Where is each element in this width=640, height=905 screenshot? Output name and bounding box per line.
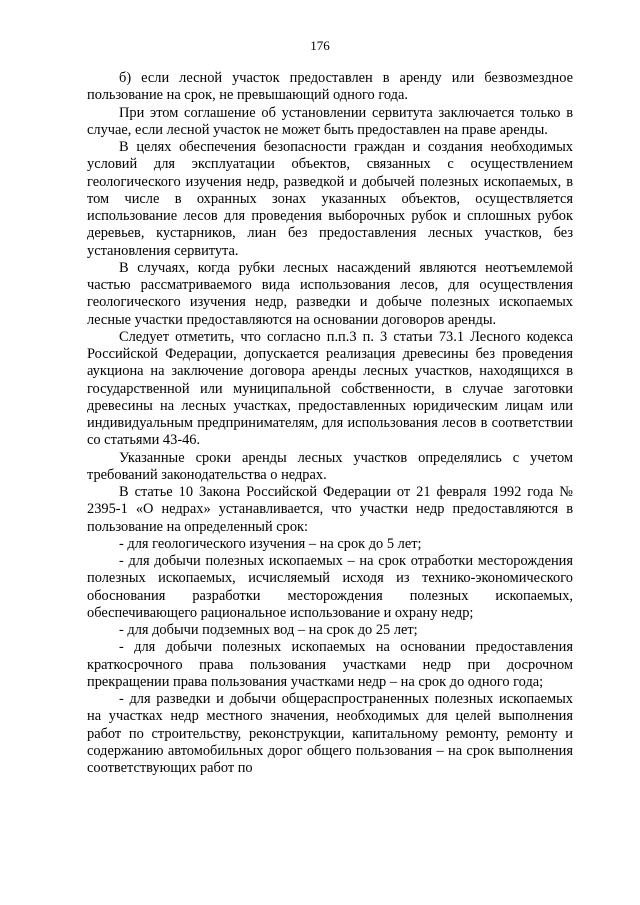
list-item: - для разведки и добычи общераспространенных полезных ископаемых на участках недр местного значения, необходимых для целей выполнения работ по строительству, реконструкции, капитальному ремонту, ремонту и содержанию автомобильных дорог общего пользования – на срок выполнения соответствующих работ по — [87, 691, 573, 776]
paragraph: В целях обеспечения безопасности граждан и создания необходимых условий для эксплуатации объектов, связанных с осуществлением геологического изучения недр, разведкой и добычей полезных ископаемых, в том числе в охранных зонах указанных объектов, осуществляется использование лесов для проведения выборочных рубок и сплошных рубок деревьев, кустарников, лиан без предоставления лесных участков, без установления сервитута. — [87, 139, 573, 259]
list-item: - для добычи полезных ископаемых – на срок отработки месторождения полезных ископаемых, исчисляемый исходя из технико-экономического обоснования разработки месторождения полезных ископаемых, обеспечивающего рациональное использование и охрану недр; — [87, 553, 573, 621]
list-item: - для добычи полезных ископаемых на основании предоставления краткосрочного права пользования участками недр при досрочном прекращении права пользования участками недр – на срок до одного года; — [87, 639, 573, 690]
paragraph: Следует отметить, что согласно п.п.3 п. 3 статьи 73.1 Лесного кодекса Российской Федерации, допускается реализация древесины без проведения аукциона на заключение договора аренды лесных участков, находящихся в государственной или муниципальной собственности, в случае заготовки древесины на лесных участках, предоставленных юридическим лицам или индивидуальным предпринимателям, для использования лесов в соответствии со статьями 43-46. — [87, 328, 573, 449]
paragraph: В случаях, когда рубки лесных насаждений являются неотъемлемой частью рассматриваемого вида использования лесов, для осуществления геологического изучения недр, разведки и добыче полезных ископаемых лесные участки предоставляются на основании договоров аренды. — [87, 259, 573, 328]
paragraph: При этом соглашение об установлении сервитута заключается только в случае, если лесной участок не может быть предоставлен на праве аренды. — [87, 104, 573, 138]
paragraph: б) если лесной участок предоставлен в аренду или безвозмездное пользование на срок, не превышающий одного года. — [87, 70, 573, 104]
body-text — [87, 70, 573, 777]
page-number: 176 — [310, 38, 330, 53]
list-item: - для добычи подземных вод – на срок до 25 лет; — [119, 622, 418, 638]
list-item: - для геологического изучения – на срок до 5 лет; — [119, 535, 422, 552]
paragraph: В статье 10 Закона Российской Федерации от 21 февраля 1992 года № 2395-1 «О недрах» устанавливается, что участки недр предоставляются в пользование на определенный срок: — [87, 484, 573, 535]
paragraph: Указанные сроки аренды лесных участков определялись с учетом требований законодательства о недрах. — [87, 449, 573, 483]
